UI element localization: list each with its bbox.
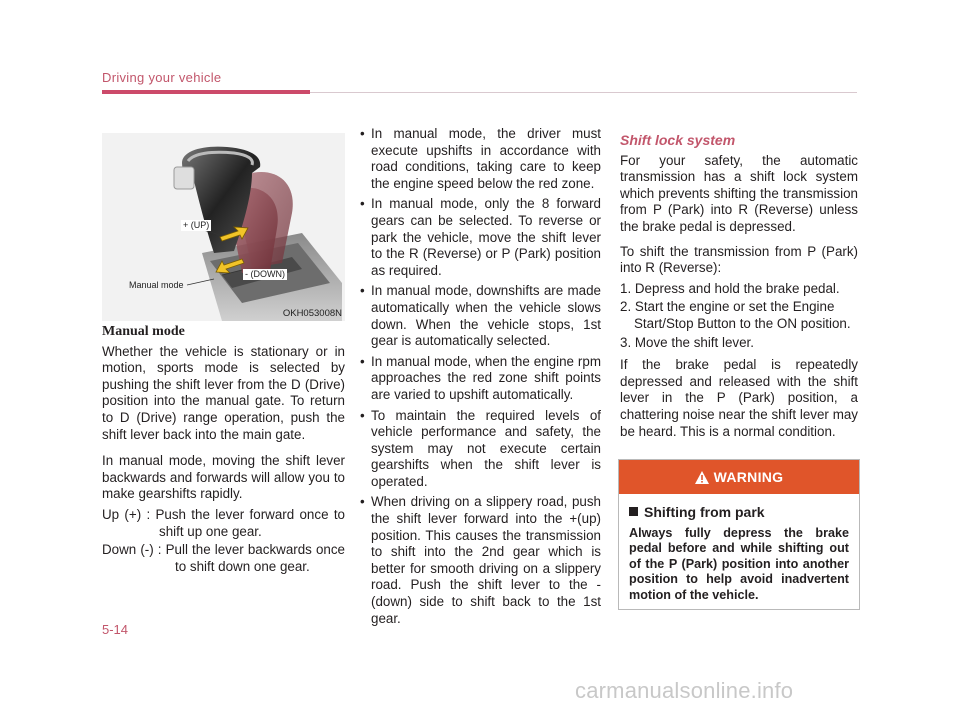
bullet-item: • In manual mode, downshifts are made automatically when the vehicle slows down. When the vehicle stops, 1st gear is automatically selected. [360,283,601,349]
column-right [620,132,858,448]
shift-lock-paragraph-2: To shift the transmission from P (Park) into R (Reverse): [620,243,858,276]
page-number: 5-14 [102,622,129,637]
header-accent-bar [102,90,310,94]
section-title: Driving your vehicle [102,70,222,85]
bullet-item: • To maintain the required levels of vehicle performance and safety, the system may not execute certain gearshifts when the shift lever is operated. [360,408,601,491]
warning-label: WARNING [713,469,784,485]
warning-header [619,460,859,494]
watermark: carmanualsonline.info [575,678,794,703]
step-item: 3. Move the shift lever. [620,334,754,350]
square-bullet-icon [629,507,638,516]
warning-text: Always fully depress the brake pedal before and while shifting out of the P (Park) position into another position to help avoid inadvertent motion of the vehicle. [629,526,849,602]
up-definition: Up (+) : Push the lever forward once to shift up one gear. [102,506,345,539]
header-divider [310,92,857,93]
column-middle [360,126,601,631]
figure-label-manual-mode: Manual mode [129,280,184,290]
lever-button [174,167,194,189]
column-left [102,324,345,577]
figure-label-up: + (UP) [183,220,210,230]
manual-mode-paragraph-1: Whether the vehicle is stationary or in motion, sports mode is selected by pushing the shift lever from the D (Drive) position into the manual gate. To return to D (Drive) range operation, push the shift lever back into the main gate. [102,343,345,442]
shift-lock-paragraph-1: For your safety, the automatic transmission has a shift lock system which prevents shifting the transmission from P (Park) into R (Reverse) unless the brake pedal is depressed. [620,152,858,234]
warning-box [618,459,860,610]
shift-lock-paragraph-3: If the brake pedal is repeatedly depressed and released with the shift lever in the P (Park) position, a chattering noise near the shift lever may be heard. This is a normal condition. [620,357,858,439]
step-item: 1. Depress and hold the brake pedal. [620,280,840,296]
manual-mode-bullet-list [360,126,601,627]
shift-steps [620,281,858,351]
bullet-item: • In manual mode, the driver must execute upshifts in accordance with road conditions, taking care to keep the engine speed below the red zone. [360,126,601,192]
shift-lever-drawing [102,133,345,321]
warning-title [629,504,859,520]
figure-label-down: - (DOWN) [245,269,285,279]
warning-title-text: Shifting from park [644,504,765,520]
manual-mode-paragraph-2: In manual mode, moving the shift lever backwards and forwards will allow you to make gearshifts rapidly. [102,453,345,502]
step-item: 2. Start the engine or set the Engine Start/Stop Button to the ON position. [620,299,851,331]
shift-lever-illustration [102,133,345,321]
warning-triangle-icon [695,462,709,496]
shift-lock-heading: Shift lock system [620,132,736,148]
bullet-item: • In manual mode, when the engine rpm approaches the red zone shift points are varied to upshift automatically. [360,354,601,404]
manual-mode-heading: Manual mode [102,324,185,339]
down-definition: Down (-) : Pull the lever backwards once to shift down one gear. [102,542,345,574]
figure-code: OKH053008N [282,308,342,319]
bullet-item: • When driving on a slippery road, push the shift lever forward into the +(up) position. This causes the transmission to shift into the 2nd gear which is better for smooth driving on a slippery road. Push the shift lever to the -(down) side to shift back to the 1st gear. [360,494,601,627]
bullet-item: • In manual mode, only the 8 forward gears can be selected. To reverse or park the vehicle, move the shift lever to the R (Reverse) or P (Park) position as required. [360,196,601,279]
